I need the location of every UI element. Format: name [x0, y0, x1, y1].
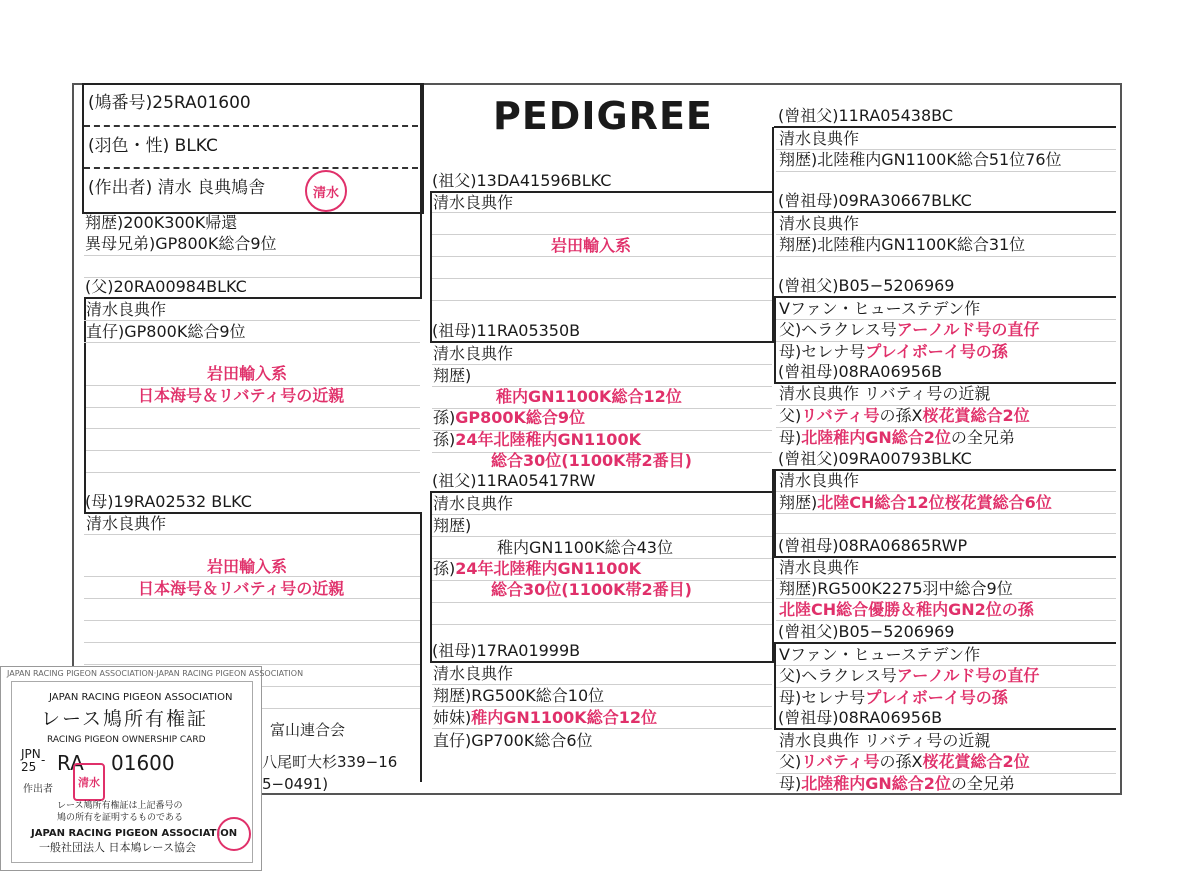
- card-number: 01600: [111, 751, 175, 775]
- dam-connector: [420, 512, 422, 782]
- grandsire1-header: (祖父)13DA41596BLKC: [432, 171, 612, 190]
- sire-relation: 日本海号＆リバティ号の近親: [138, 386, 345, 405]
- granddam2-offspring: 直仔)GP700K総合6位: [433, 731, 593, 750]
- dam-relation: 日本海号＆リバティ号の近親: [138, 579, 345, 598]
- breeder-seal: 清水: [305, 170, 347, 212]
- grandsire2-line: [430, 491, 774, 493]
- ggs3-breeder: 清水良典作: [779, 471, 860, 490]
- grandsire2-bracket: [430, 491, 432, 661]
- ggs2-sire: 父)ヘラクレス号アーノルド号の直仔: [779, 320, 1040, 339]
- ggd1-header: (曾祖母)09RA30667BLKC: [778, 191, 972, 210]
- card-assoc-bottom: JAPAN RACING PIGEON ASSOCIATION: [31, 828, 238, 839]
- ggd3-record: 翔歴)RG500K2275羽中総合9位: [779, 579, 1013, 598]
- grandsire2-record: 稚内GN1100K総合43位: [497, 538, 673, 557]
- granddam2-breeder: 清水良典作: [433, 664, 514, 683]
- card-seal: 清水: [73, 763, 105, 801]
- ggd1-record: 翔歴)北陸稚内GN1100K総合31位: [779, 235, 1026, 254]
- ggd2-breeder: 清水良典作 リバティ号の近親: [779, 384, 991, 403]
- dam-lineage: 岩田輸入系: [207, 557, 288, 576]
- ggs2-bracket: [774, 296, 776, 384]
- granddam2-header: (祖母)17RA01999B: [432, 641, 581, 660]
- card-assoc-top: JAPAN RACING PIGEON ASSOCIATION: [49, 692, 233, 703]
- ggs3-header: (曾祖父)09RA00793BLKC: [778, 449, 972, 468]
- sire-connector: [420, 83, 422, 299]
- loft-phone: 5−0491): [262, 775, 329, 793]
- ggs2-breeder: Vファン・ヒューステデン作: [779, 299, 981, 318]
- card-title-en: RACING PIGEON OWNERSHIP CARD: [47, 735, 206, 745]
- card-title-jp: レース鳩所有権証: [41, 708, 209, 730]
- ggs4-line: [774, 642, 1116, 644]
- sire-breeder: 清水良典作: [86, 300, 167, 319]
- granddam1-grandchild1: 孫)GP800K総合9位: [433, 408, 586, 427]
- association-seal: [217, 817, 251, 851]
- card-cert-line2: 鳩の所有を証明するものである: [57, 813, 184, 823]
- granddam1-record: 稚内GN1100K総合12位: [496, 387, 682, 406]
- card-assoc-jp: 一般社団法人 日本鳩レース協会: [39, 841, 196, 854]
- card-year: 25: [21, 760, 37, 774]
- granddam2-record: 翔歴)RG500K総合10位: [433, 686, 605, 705]
- sire-lineage: 岩田輸入系: [207, 364, 288, 383]
- sire-header: (父)20RA00984BLKC: [85, 277, 247, 296]
- breeder: (作出者) 清水 良典鳩舎: [88, 178, 266, 198]
- ggs2-line: [774, 296, 1116, 298]
- granddam1-grandchild2: 孫)24年北陸稚内GN1100K: [433, 430, 641, 449]
- loft-address: 八尾町大杉339−16: [262, 753, 398, 771]
- grandsire2-header: (祖父)11RA05417RW: [432, 471, 596, 490]
- ring-number: (鳩番号)25RA01600: [88, 93, 251, 113]
- ggd3-header: (曾祖母)08RA06865RWP: [778, 536, 968, 555]
- ggs2-dam: 母)セレナ号プレイボーイ号の孫: [779, 342, 1008, 361]
- half-sibling: 異母兄弟)GP800K総合9位: [85, 234, 277, 253]
- ggs4-breeder: Vファン・ヒューステデン作: [779, 645, 981, 664]
- card-prefix: RA: [57, 751, 84, 775]
- grandsire1-bracket: [430, 191, 432, 341]
- card-border-text: JAPAN RACING PIGEON ASSOCIATION·JAPAN RACING PIGEON ASSOCIATION: [7, 669, 304, 678]
- ggd2-dam: 母)北陸稚内GN総合2位の全兄弟: [779, 428, 1015, 447]
- sire-line: [84, 297, 422, 299]
- ggs4-bracket: [774, 642, 776, 730]
- grandsire2-grandchild: 孫)24年北陸稚内GN1100K: [433, 559, 641, 578]
- ggs4-sire: 父)ヘラクレス号アーノルド号の直仔: [779, 666, 1040, 685]
- ownership-card: JAPAN RACING PIGEON ASSOCIATION·JAPAN RACING PIGEON ASSOCIATION JAPAN RACING PIGEON ASSOCIATION レース鳩所有権証 RACING PIGEON OWNERSHIP CARD JPN 25 - RA 01600 清水 作出者 レース鳩所有権証は上記番号の 鳩の所有を証明するものである JAPAN RACING PIGEON ASSOCIATION 一般社団法人 日本鳩レース協会: [0, 666, 262, 871]
- granddam1-breeder: 清水良典作: [433, 344, 514, 363]
- granddam1-grandchild2-result: 総合30位(1100K帯2番目): [491, 451, 692, 470]
- ggs1-header: (曾祖父)11RA05438BC: [778, 106, 954, 125]
- ggd3-lineage: 北陸CH総合優勝＆稚内GN2位の孫: [779, 600, 1034, 619]
- card-breeder-label: 作出者: [23, 784, 53, 795]
- ggs4-header: (曾祖父)B05−5206969: [778, 622, 955, 641]
- granddam2-line: [430, 661, 774, 663]
- ggd1-breeder: 清水良典作: [779, 214, 860, 233]
- grandsire2-grandchild-result: 総合30位(1100K帯2番目): [491, 580, 692, 599]
- ggd1-line: [774, 211, 1116, 213]
- ggs1-record: 翔歴)北陸稚内GN1100K総合51位76位: [779, 150, 1062, 169]
- ggd4-header: (曾祖母)08RA06956B: [778, 708, 943, 727]
- ggd4-dam: 母)北陸稚内GN総合2位の全兄弟: [779, 774, 1015, 793]
- color-sex: (羽色・性) BLKC: [88, 136, 218, 156]
- dam-breeder: 清水良典作: [86, 514, 167, 533]
- dashed-divider: [84, 125, 418, 127]
- loft-name: 富山連合会: [270, 721, 346, 739]
- ggd4-sire: 父)リバティ号の孫X桜花賞総合2位: [779, 752, 1030, 771]
- ggd4-line: [774, 728, 1116, 730]
- ggs2-header: (曾祖父)B05−5206969: [778, 276, 955, 295]
- ggs1-breeder: 清水良典作: [779, 129, 860, 148]
- dam-header: (母)19RA02532 BLKC: [85, 492, 252, 511]
- card-cert-line1: レース鳩所有権証は上記番号の: [57, 801, 183, 811]
- granddam1-header: (祖母)11RA05350B: [432, 321, 581, 340]
- sire-offspring: 直仔)GP800K総合9位: [86, 322, 246, 341]
- ggs4-dam: 母)セレナ号プレイボーイ号の孫: [779, 688, 1008, 707]
- dashed-divider: [84, 167, 418, 169]
- granddam2-sibling: 姉妹)稚内GN1100K総合12位: [433, 708, 657, 727]
- ggd2-sire: 父)リバティ号の孫X桜花賞総合2位: [779, 406, 1030, 425]
- ggs3-record: 翔歴)北陸CH総合12位桜花賞総合6位: [779, 493, 1052, 512]
- ggd4-breeder: 清水良典作 リバティ号の近親: [779, 731, 991, 750]
- card-jpn: JPN: [21, 747, 41, 761]
- granddam1-record-label: 翔歴): [433, 366, 472, 385]
- ggd3-breeder: 清水良典作: [779, 558, 860, 577]
- grandsire1-breeder: 清水良典作: [433, 193, 514, 212]
- grandsire1-lineage: 岩田輸入系: [551, 236, 632, 255]
- granddam1-line: [430, 341, 774, 343]
- grandsire2-breeder: 清水良典作: [433, 494, 514, 513]
- ggs1-line: [774, 126, 1116, 128]
- page-title: PEDIGREE: [493, 94, 713, 138]
- ggd2-header: (曾祖母)08RA06956B: [778, 362, 943, 381]
- grandsire2-record-label: 翔歴): [433, 516, 472, 535]
- flight-record: 翔歴)200K300K帰還: [85, 213, 238, 232]
